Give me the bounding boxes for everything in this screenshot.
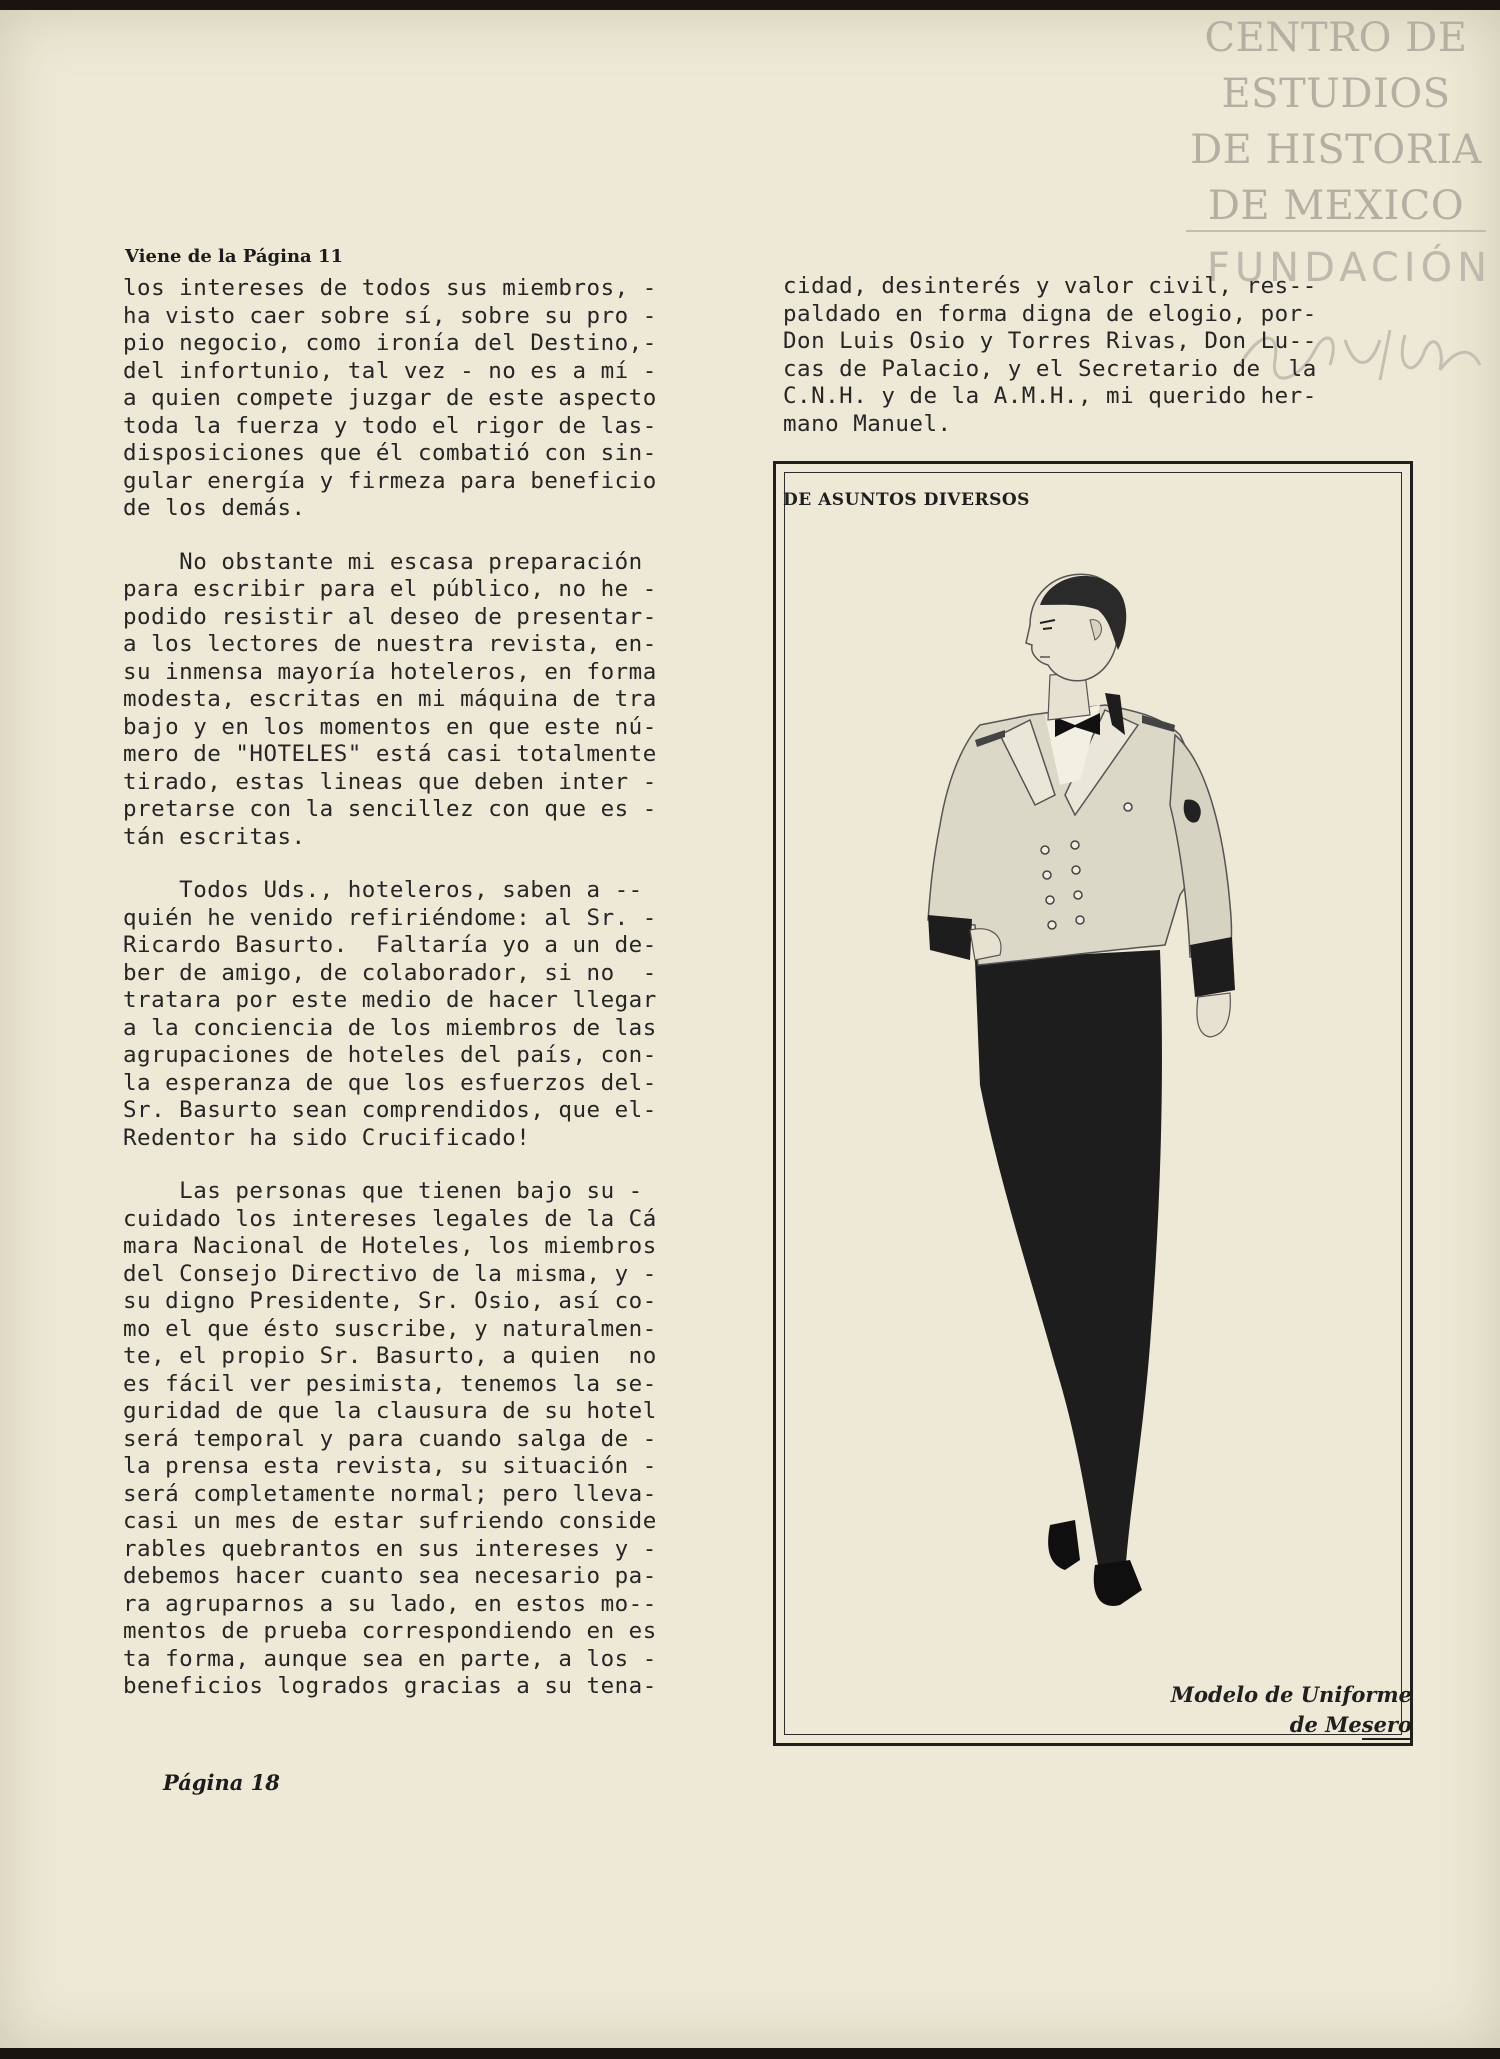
text-line: ta forma, aunque sea en parte, a los - xyxy=(123,1645,657,1672)
text-line: a la conciencia de los miembros de las xyxy=(123,1014,657,1041)
paragraph-gap xyxy=(123,1152,763,1178)
text-line: bajo y en los momentos en que este nú- xyxy=(123,713,657,740)
paragraph xyxy=(123,877,763,1152)
magazine-page xyxy=(0,10,1500,2048)
text-line: Don Luis Osio y Torres Rivas, Don Lu-- xyxy=(783,328,1317,354)
text-line: pio negocio, como ironía del Destino,- xyxy=(123,330,657,356)
watermark-line: CENTRO DE xyxy=(1204,15,1468,61)
paragraph-gap xyxy=(123,523,763,549)
text-line: podido resistir al deseo de presentar- xyxy=(123,603,657,630)
watermark-line: DE HISTORIA xyxy=(1190,127,1482,173)
text-line: tratara por este medio de hacer llegar xyxy=(123,987,657,1013)
text-line: mara Nacional de Hoteles, los miembros xyxy=(123,1233,657,1259)
archive-watermark xyxy=(1186,10,1486,234)
text-line: del Consejo Directivo de la misma, y - xyxy=(123,1260,657,1287)
caption-underline xyxy=(1362,1738,1412,1740)
page-number: Página 18 xyxy=(163,1770,280,1795)
text-line: tán escritas. xyxy=(123,823,306,850)
text-line: ra agruparnos a su lado, en estos mo-- xyxy=(123,1590,657,1617)
left-text-column xyxy=(123,275,763,1701)
paragraph xyxy=(123,275,763,523)
text-line: es fácil ver pesimista, tenemos la se- xyxy=(123,1370,657,1397)
watermark-divider xyxy=(1186,230,1486,232)
text-line: cuidado los intereses legales de la Cá xyxy=(123,1205,657,1232)
text-line: mentos de prueba correspondiendo en es xyxy=(123,1618,657,1644)
text-line: su digno Presidente, Sr. Osio, así co- xyxy=(123,1288,657,1314)
paragraph-gap xyxy=(123,851,763,877)
text-line: será temporal y para cuando salga de - xyxy=(123,1425,657,1452)
text-line: cidad, desinterés y valor civil, res-- xyxy=(783,273,1317,299)
watermark-line: ESTUDIOS xyxy=(1221,71,1451,117)
text-line: te, el propio Sr. Basurto, a quien no xyxy=(123,1343,657,1369)
caption-line: de Mesero xyxy=(1289,1712,1412,1737)
paragraph xyxy=(123,549,763,852)
text-line: a los lectores de nuestra revista, en- xyxy=(123,631,657,657)
text-line: del infortunio, tal vez - no es a mí - xyxy=(123,357,657,384)
text-line: paldado en forma digna de elogio, por- xyxy=(783,300,1317,327)
text-line: a quien compete juzgar de este aspecto xyxy=(123,385,657,411)
text-line: toda la fuerza y todo el rigor de las- xyxy=(123,412,657,439)
illustration-caption xyxy=(1152,1680,1412,1740)
text-line: casi un mes de estar sufriendo conside xyxy=(123,1508,657,1534)
right-text-column xyxy=(783,273,1423,438)
text-line: No obstante mi escasa preparación xyxy=(123,548,643,575)
text-line: rables quebrantos en sus intereses y - xyxy=(123,1535,657,1562)
paragraph xyxy=(123,1178,763,1701)
text-line: ha visto caer sobre sí, sobre su pro - xyxy=(123,302,657,329)
text-line: cas de Palacio, y el Secretario de la xyxy=(783,355,1317,382)
continued-from-label: Viene de la Página 11 xyxy=(125,246,344,267)
text-line: guridad de que la clausura de su hotel xyxy=(123,1398,657,1424)
text-line: gular energía y firmeza para beneficio xyxy=(123,467,657,494)
text-line: Todos Uds., hoteleros, saben a -- xyxy=(123,877,643,903)
watermark-foundation: FUNDACIÓN xyxy=(1206,245,1492,291)
text-line: Las personas que tienen bajo su - xyxy=(123,1178,643,1204)
text-line: beneficios logrados gracias a su tena- xyxy=(123,1673,657,1699)
watermark-line: DE MEXICO xyxy=(1207,183,1465,229)
text-line: la esperanza de que los esfuerzos del- xyxy=(123,1069,657,1096)
waiter-uniform-illustration xyxy=(880,565,1280,1635)
text-line: agrupaciones de hoteles del país, con- xyxy=(123,1042,657,1068)
text-line: mo el que ésto suscribe, y naturalmen- xyxy=(123,1315,657,1342)
text-line: para escribir para el público, no he - xyxy=(123,576,657,602)
text-line: mano Manuel. xyxy=(783,410,952,437)
caption-line: Modelo de Uniforme xyxy=(1170,1682,1412,1707)
text-line: los intereses de todos sus miembros, - xyxy=(123,275,657,301)
text-line: Sr. Basurto sean comprendidos, que el- xyxy=(123,1097,657,1123)
text-line: Ricardo Basurto. Faltaría yo a un de- xyxy=(123,932,657,958)
text-line: la prensa esta revista, su situación - xyxy=(123,1453,657,1479)
text-line: será completamente normal; pero lleva- xyxy=(123,1480,657,1507)
section-title: DE ASUNTOS DIVERSOS xyxy=(783,490,1030,510)
text-line: disposiciones que él combatió con sin- xyxy=(123,440,657,466)
text-line: quién he venido refiriéndome: al Sr. - xyxy=(123,904,657,931)
text-line: pretarse con la sencillez con que es - xyxy=(123,796,657,822)
text-line: debemos hacer cuanto sea necesario pa- xyxy=(123,1563,657,1589)
text-line: mero de "HOTELES" está casi totalmente xyxy=(123,741,657,767)
text-line: Redentor ha sido Crucificado! xyxy=(123,1124,531,1151)
text-line: ber de amigo, de colaborador, si no - xyxy=(123,959,657,986)
text-line: su inmensa mayoría hoteleros, en forma xyxy=(123,658,657,685)
text-line: de los demás. xyxy=(123,495,306,521)
text-line: C.N.H. y de la A.M.H., mi querido her- xyxy=(783,383,1317,409)
text-line: tirado, estas lineas que deben inter - xyxy=(123,768,657,795)
text-line: modesta, escritas en mi máquina de tra xyxy=(123,686,657,712)
